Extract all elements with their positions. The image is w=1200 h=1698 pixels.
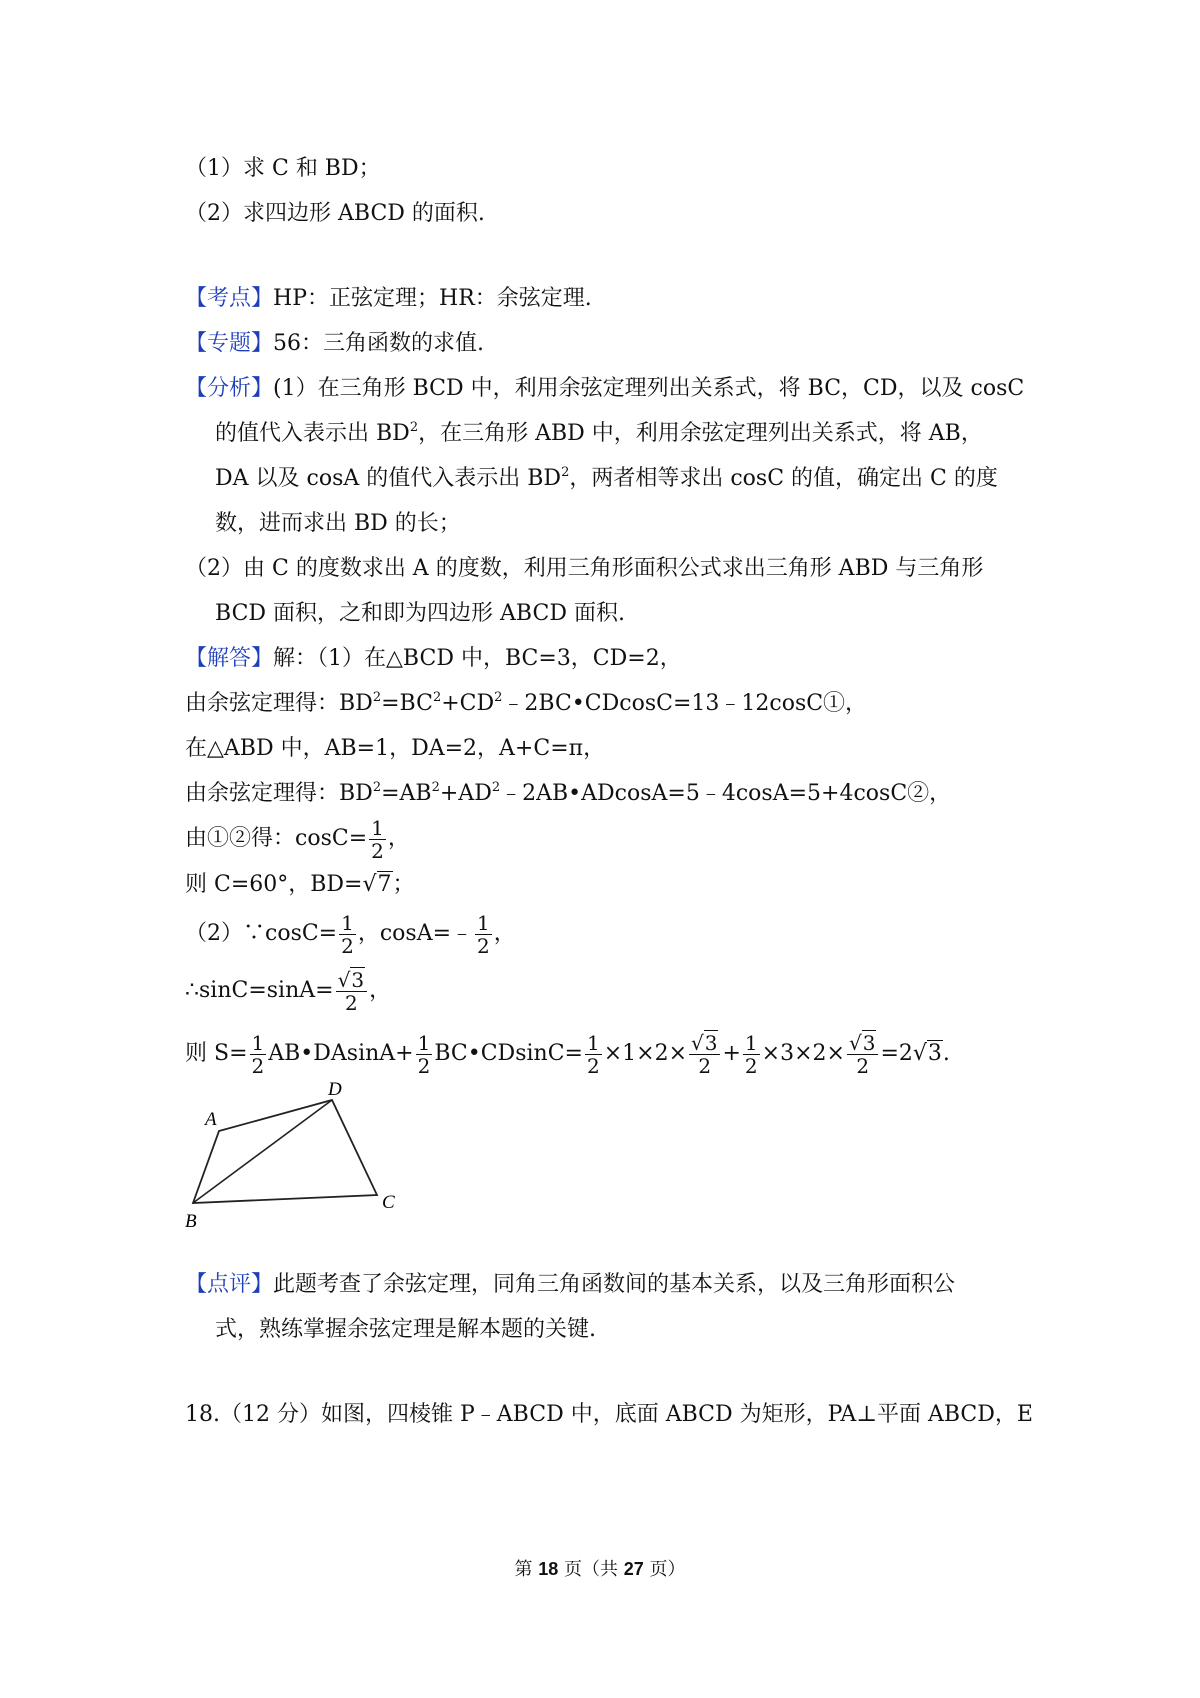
question-18: 18.（12 分）如图，四棱锥 P﹣ABCD 中，底面 ABCD 为矩形，PA⊥平面 ABCD，E (185, 1402, 1033, 1427)
jieda-line-7: （2）∵cosC= $\frac{1}{2}$ ，cosA=﹣ $\frac{1}{2}$ ， (185, 910, 516, 958)
jieda-tag: 【解答】 (185, 646, 274, 671)
fenxi-text-3a: DA 以及 cosA 的值代入表示出 BD (215, 466, 562, 491)
zhuanti-text: 56：三角函数的求值. (273, 331, 485, 356)
dianping-line-2: 式，熟练掌握余弦定理是解本题的关键. (215, 1317, 596, 1342)
kaodian-tag: 【考点】 (185, 286, 274, 311)
zhuanti-line (185, 329, 484, 359)
jieda-line-3: 在△ABD 中，AB=1，DA=2，A+C=π， (185, 736, 606, 761)
kaodian-line (185, 284, 592, 314)
current-page: 18 (538, 1559, 559, 1579)
fenxi-line-6: BCD 面积，之和即为四边形 ABCD 面积. (215, 601, 625, 626)
question-2: （2）求四边形 ABCD 的面积. (185, 201, 485, 226)
sqrt-7: √7 (362, 872, 392, 897)
fraction-sqrt3-over-2: $\frac{√3}{2}$ (336, 969, 367, 1014)
jieda-line-2: 由余弦定理得：$BD^2=BC^2+CD^2﹣2BC•CDcosC=13﹣12\cos C①$， (185, 690, 868, 716)
page-footer: 第 18 页（共 27 页） (514, 1559, 686, 1580)
dianping-line-1: 【点评】此题考查了余弦定理，同角三角函数间的基本关系，以及三角形面积公 (185, 1272, 956, 1297)
label-D: D (328, 1079, 342, 1100)
jieda-line-1 (185, 644, 682, 674)
label-C: C (382, 1192, 395, 1213)
superscript: 2 (561, 465, 570, 480)
jieda-text-1: 解：（1）在△BCD 中，BC=3，CD=2， (273, 646, 682, 671)
fenxi-text-1: (1）在三角形 BCD 中，利用余弦定理列出关系式，将 BC，CD，以及 cosC (273, 376, 1025, 401)
fenxi-text-2b: ，在三角形 ABD 中，利用余弦定理列出关系式，将 AB， (418, 421, 983, 446)
jieda-line-5: 由①②得：cosC= $\frac{1}{2}$ ， (185, 815, 410, 863)
fenxi-text-2a: 的值代入表示出 BD (215, 421, 410, 446)
question-1: （1）求 C 和 BD； (185, 156, 381, 181)
jieda-line-8: ∴sinC=sinA= $\frac{√3}{2}$ ， (185, 967, 392, 1015)
fenxi-text-3b: ，两者相等求出 cosC 的值，确定出 C 的度 (569, 466, 998, 491)
fenxi-line-2 (215, 419, 983, 449)
kaodian-text: HP：正弦定理；HR：余弦定理. (273, 286, 592, 311)
dianping-tag: 【点评】 (185, 1272, 274, 1297)
fenxi-line-5: （2）由 C 的度数求出 A 的度数，利用三角形面积公式求出三角形 ABD 与三角形 (185, 556, 984, 581)
jieda-line-6: 则 C=60°，BD=√7； (185, 870, 415, 900)
fenxi-tag: 【分析】 (185, 376, 274, 401)
jieda-line-4: 由余弦定理得：$BD^2=AB^2+AD^2﹣2AB•ADcosA=5﹣4\cos A=5+4\cos C②$， (185, 780, 952, 806)
label-B: B (185, 1211, 197, 1232)
fraction-half: $\frac{1}{2}$ (371, 815, 384, 863)
total-pages: 27 (623, 1559, 644, 1579)
fenxi-line-4: 数，进而求出 BD 的长； (215, 511, 461, 536)
jieda-line-9: 则 S= $\frac{1}{2}$ AB•DAsinA+ $\frac{1}{2}$ BC•CDsinC= $\frac{1}{2}$ ×1×2× $\frac{√3}{2}$ + $\frac{1}{2}$ ×3×2× $\frac{√3}{2}$ =2√3. (185, 1030, 950, 1078)
fenxi-line-1 (185, 374, 1024, 404)
label-A: A (205, 1109, 217, 1130)
fenxi-line-3 (215, 464, 998, 494)
zhuanti-tag: 【专题】 (185, 331, 274, 356)
quadrilateral-figure (180, 1075, 400, 1235)
superscript: 2 (409, 420, 419, 435)
